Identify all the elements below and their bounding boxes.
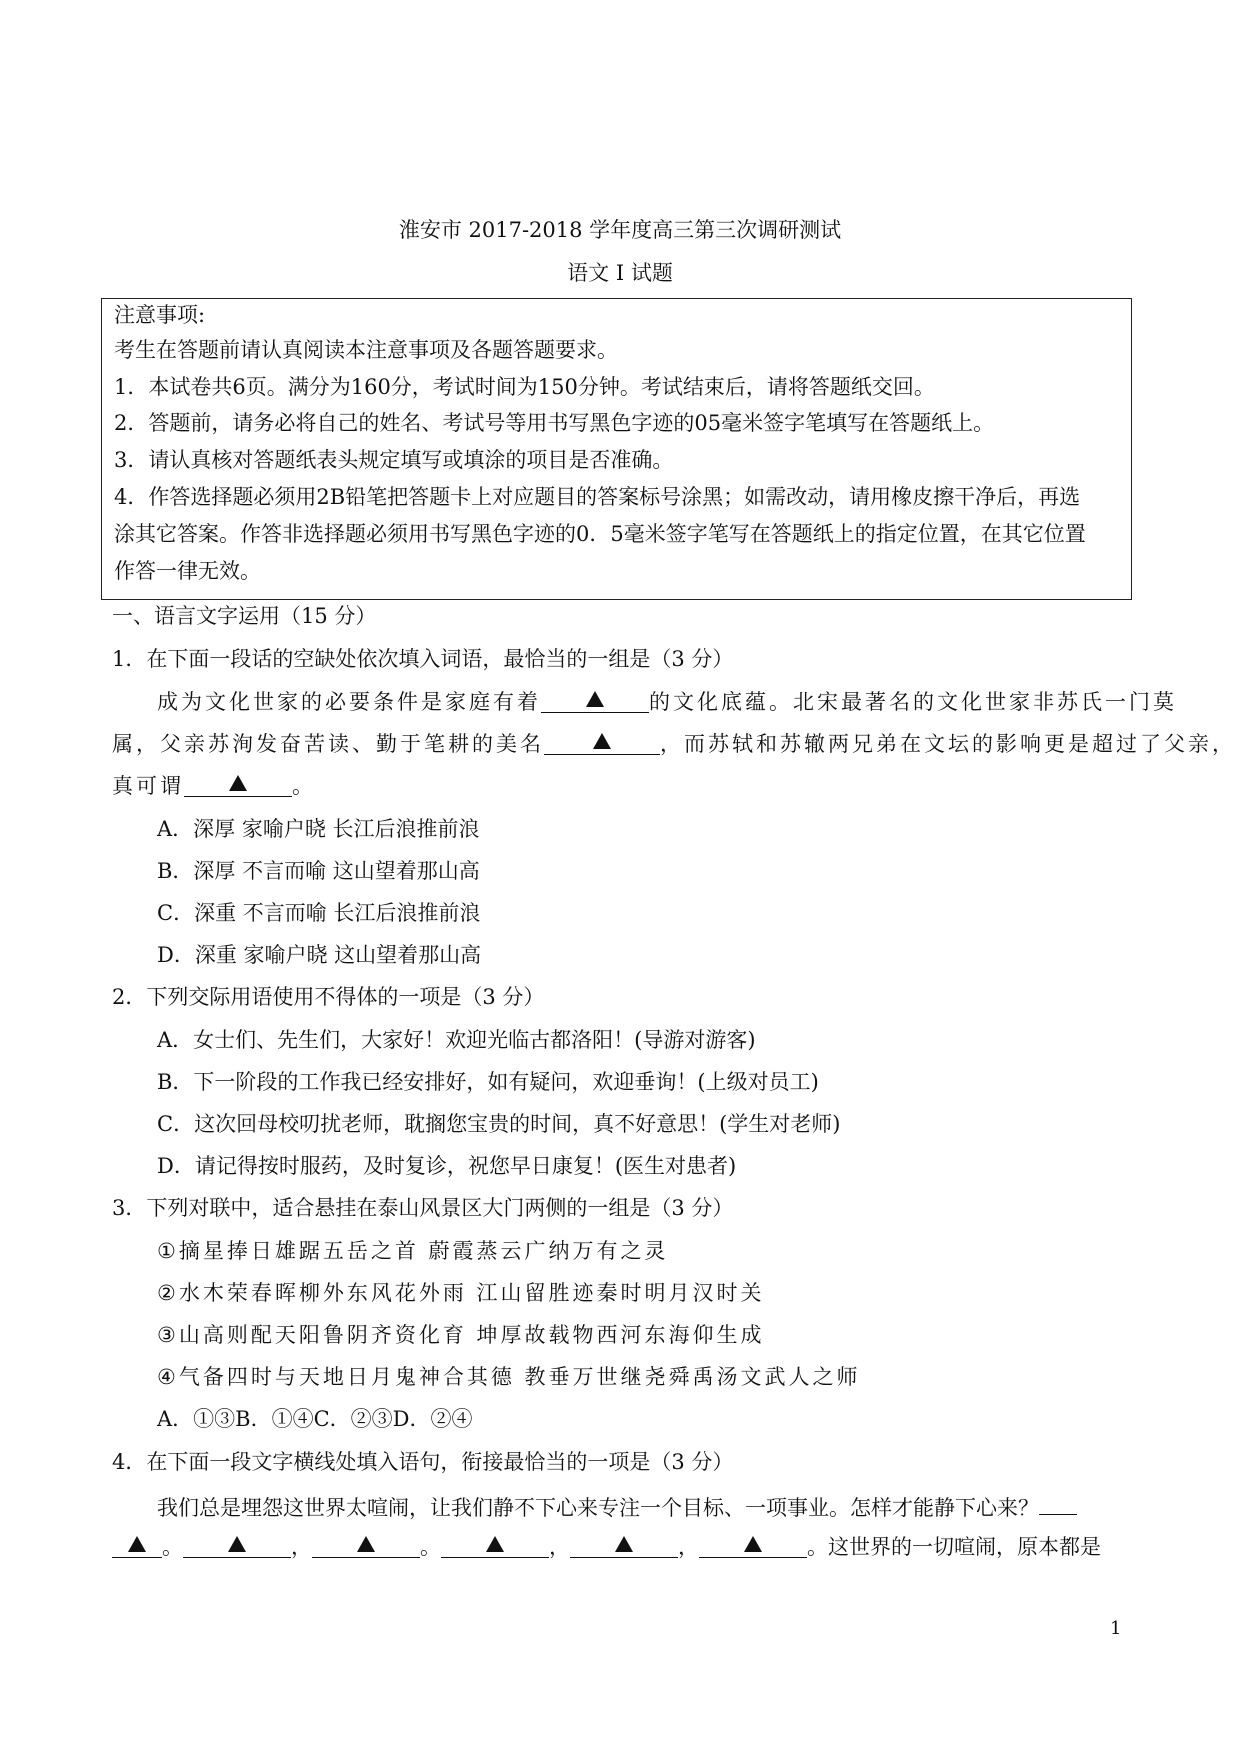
exam-title: 淮安市 2017-2018 学年度高三第三次调研测试 [398,218,842,242]
notice-item: 作答一律无效。 [114,559,261,583]
notice-item: 涂其它答案。作答非选择题必须用书写黑色字迹的0．5毫米签字笔写在答题纸上的指定位置，在其它位置 [114,522,1086,546]
question-4-stem: 4．在下面一段文字横线处填入语句，衔接最恰当的一项是（3 分） [112,1450,734,1474]
triangle-icon [586,691,604,707]
passage-text: 真可谓 [112,774,184,798]
option-b[interactable]: B．深厚 不言而喻 这山望着那山高 [157,859,480,883]
question-3-stem: 3．下列对联中，适合悬挂在泰山风景区大门两侧的一组是（3 分） [112,1196,734,1220]
question-4-passage-line [112,1533,1101,1561]
separator: 。 [420,1535,441,1559]
question-1-passage-line [112,730,1236,758]
option-c[interactable]: C．深重 不言而喻 长江后浪推前浪 [157,901,481,925]
option-b[interactable]: B．下一阶段的工作我已经安排好，如有疑问，欢迎垂询！(上级对员工) [157,1070,819,1094]
answer-blank[interactable] [541,688,649,713]
question-4-passage-line [157,1490,1077,1522]
option-d[interactable]: D．请记得按时服药，及时复诊，祝您早日康复！(医生对患者) [157,1154,737,1178]
question-1-passage-line [112,772,316,800]
notice-item: 2．答题前，请务必将自己的姓名、考试号等用书写黑色字迹的05毫米签字笔填写在答题纸上。 [114,411,995,435]
notice-item: 4．作答选择题必须用2B铅笔把答题卡上对应题目的答案标号涂黑；如需改动，请用橡皮擦干净后，再选 [114,485,1081,509]
option-d[interactable]: D．深重 家喻户晓 这山望着那山高 [157,943,482,967]
section-heading: 一、语言文字运用（15 分） [112,604,377,628]
page-number: 1 [1110,1618,1122,1639]
notice-item: 3．请认真核对答题纸表头规定填写或填涂的项目是否准确。 [114,448,674,472]
couplet: ②水木荣春晖柳外东风花外雨 江山留胜迹秦时明月汉时关 [157,1281,765,1305]
answer-blank[interactable] [699,1533,807,1558]
triangle-icon [486,1536,504,1552]
triangle-icon [228,1536,246,1552]
passage-text: 我们总是埋怨这世界太喧闹，让我们静不下心来专注一个目标、一项事业。怎样才能静下心来？ [157,1496,1039,1520]
passage-text: 。这世界的一切喧闹，原本都是 [807,1535,1101,1559]
notice-heading: 注意事项: [114,303,206,327]
couplet: ④气备四时与天地日月鬼神合其德 教垂万世继尧舜禹汤文武人之师 [157,1365,861,1389]
triangle-icon [593,733,611,749]
answer-blank[interactable] [184,772,292,797]
passage-text: 。 [292,774,316,798]
passage-text: 的文化底蕴。北宋最著名的文化世家非苏氏一门莫 [649,690,1177,714]
answer-blank[interactable] [183,1533,291,1558]
option-a[interactable]: A．女士们、先生们，大家好！欢迎光临古都洛阳！(导游对游客) [157,1028,756,1052]
passage-text: ，而苏轼和苏辙两兄弟在文坛的影响更是超过了父亲， [660,732,1236,756]
answer-blank[interactable] [112,1533,162,1558]
exam-subtitle: 语文 I 试题 [567,261,673,285]
question-1-passage-line [157,688,1177,716]
separator: ， [291,1535,312,1559]
option-a[interactable]: A．深厚 家喻户晓 长江后浪推前浪 [157,817,480,841]
answer-blank[interactable] [312,1533,420,1558]
notice-box [101,298,1132,600]
separator: ， [678,1535,699,1559]
couplet: ③山高则配天阳鲁阴齐资化育 坤厚故载物西河东海仰生成 [157,1323,765,1347]
passage-text: 成为文化世家的必要条件是家庭有着 [157,690,541,714]
triangle-icon [128,1536,146,1552]
notice-intro: 考生在答题前请认真阅读本注意事项及各题答题要求。 [114,338,618,362]
answer-blank[interactable] [1039,1490,1077,1515]
question-1-stem: 1．在下面一段话的空缺处依次填入词语，最恰当的一组是（3 分） [112,647,734,671]
triangle-icon [357,1536,375,1552]
notice-item: 1．本试卷共6页。满分为160分，考试时间为150分钟。考试结束后，请将答题纸交回。 [114,375,935,399]
question-3-answer-options[interactable]: A．①③B．①④C．②③D．②④ [157,1407,473,1431]
triangle-icon [744,1536,762,1552]
separator: 。 [162,1535,183,1559]
option-c[interactable]: C．这次回母校叨扰老师，耽搁您宝贵的时间，真不好意思！(学生对老师) [157,1112,841,1136]
triangle-icon [615,1536,633,1552]
triangle-icon [229,775,247,791]
couplet: ①摘星捧日雄踞五岳之首 蔚霞蒸云广纳万有之灵 [157,1239,669,1263]
passage-text: 属，父亲苏洵发奋苦读、勤于笔耕的美名 [112,732,544,756]
answer-blank[interactable] [544,730,660,755]
question-2-stem: 2．下列交际用语使用不得体的一项是（3 分） [112,985,545,1009]
answer-blank[interactable] [570,1533,678,1558]
answer-blank[interactable] [441,1533,549,1558]
separator: ， [549,1535,570,1559]
